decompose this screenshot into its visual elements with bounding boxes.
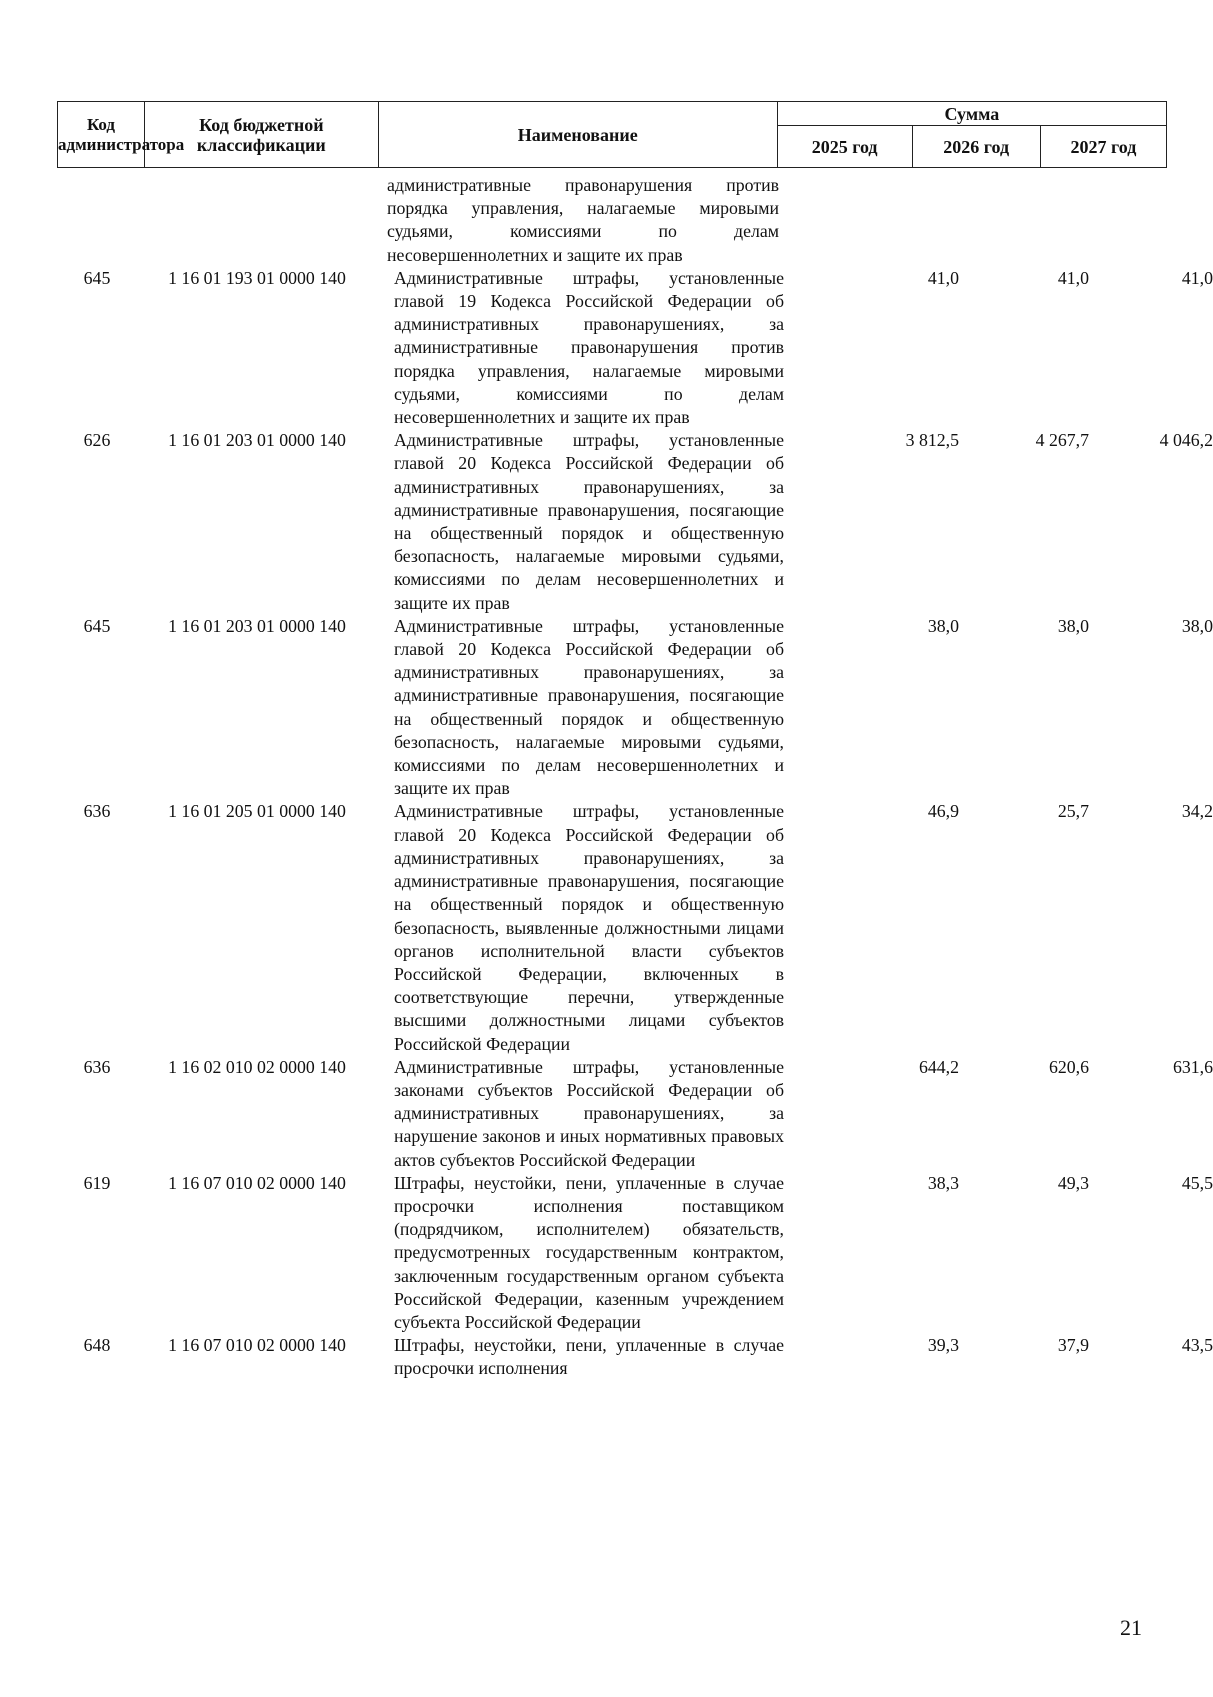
sum-2027: 34,2 bbox=[1181, 801, 1213, 822]
row-name: Штрафы, неустойки, пени, уплаченные в случае просрочки исполнения bbox=[394, 1335, 784, 1379]
sum-2027: 631,6 bbox=[1172, 1056, 1213, 1077]
table-row bbox=[57, 800, 1213, 1055]
sum-2027: 38,0 bbox=[1181, 615, 1213, 636]
admin-code: 645 bbox=[83, 267, 111, 288]
row-name: Административные штрафы, установленные главой 20 Кодекса Российской Федерации об административных правонарушениях, за административные правонарушения, посягающие на общественный порядок и общественную безопасность, налагаемые мировыми судьями, комиссиями по делам несовершеннолетних и защите их прав bbox=[394, 430, 784, 613]
table-row bbox=[57, 267, 1213, 429]
header-sum: Сумма bbox=[777, 102, 1166, 126]
row-name: Административные штрафы, установленные главой 19 Кодекса Российской Федерации об административных правонарушениях, за административные правонарушения против порядка управления, налагаемые мировыми судьями, комиссиями по делам несовершеннолетних и защите их прав bbox=[394, 267, 784, 428]
sum-2027: 45,5 bbox=[1181, 1172, 1213, 1193]
sum-2026: 38,0 bbox=[1057, 615, 1089, 636]
header-year-2027: 2027 год bbox=[1040, 126, 1166, 168]
sum-2025: 46,9 bbox=[927, 801, 959, 822]
admin-code: 645 bbox=[83, 615, 111, 636]
table-row bbox=[57, 615, 1213, 801]
sum-2027: 43,5 bbox=[1181, 1335, 1213, 1356]
sum-2026: 49,3 bbox=[1057, 1172, 1089, 1193]
sum-2025: 41,0 bbox=[927, 267, 959, 288]
header-year-2025: 2025 год bbox=[777, 126, 912, 168]
table-row bbox=[57, 1334, 1213, 1380]
sum-2027: 41,0 bbox=[1181, 267, 1213, 288]
row-name: Административные штрафы, установленные главой 20 Кодекса Российской Федерации об административных правонарушениях, за административные правонарушения, посягающие на общественный порядок и общественную безопасность, выявленные должностными лицами органов исполнительной власти субъектов Российской Федерации, включенных в соответствующие перечни, утвержденные высшими должностными лицами субъектов Российской Федерации bbox=[394, 801, 784, 1054]
sum-2026: 4 267,7 bbox=[1035, 430, 1089, 451]
kbk-code: 1 16 07 010 02 0000 140 bbox=[168, 1335, 346, 1356]
sum-2026: 620,6 bbox=[1048, 1056, 1089, 1077]
sum-2026: 41,0 bbox=[1057, 267, 1089, 288]
header-name: Наименование bbox=[378, 102, 777, 168]
table-row bbox=[57, 429, 1213, 615]
sum-2025: 644,2 bbox=[918, 1056, 959, 1077]
kbk-code: 1 16 01 205 01 0000 140 bbox=[168, 801, 346, 822]
sum-2025: 38,3 bbox=[927, 1172, 959, 1193]
kbk-code: 1 16 02 010 02 0000 140 bbox=[168, 1056, 346, 1077]
page-number: 21 bbox=[1120, 1615, 1142, 1640]
admin-code: 626 bbox=[83, 430, 111, 451]
row-name: Штрафы, неустойки, пени, уплаченные в случае просрочки исполнения поставщиком (подрядчиком, исполнителем) обязательств, предусмотренных государственным контрактом, заключенным государственным органом субъекта Российской Федерации, казенным учреждением субъекта Российской Федерации bbox=[394, 1172, 784, 1332]
table-row bbox=[57, 1172, 1213, 1334]
admin-code: 648 bbox=[83, 1335, 111, 1356]
table-header bbox=[57, 101, 1167, 168]
header-admin-code: Код администратора bbox=[58, 102, 145, 168]
sum-2025: 3 812,5 bbox=[905, 430, 959, 451]
sum-2025: 39,3 bbox=[927, 1335, 959, 1356]
sum-2025: 38,0 bbox=[927, 615, 959, 636]
header-kbk: Код бюджетной классификации bbox=[144, 102, 378, 168]
kbk-code: 1 16 01 203 01 0000 140 bbox=[168, 430, 346, 451]
sum-2026: 37,9 bbox=[1057, 1335, 1089, 1356]
row-name: Административные штрафы, установленные законами субъектов Российской Федерации об административных правонарушениях, за нарушение законов и иных нормативных правовых актов субъектов Российской Федерации bbox=[394, 1056, 784, 1170]
admin-code: 619 bbox=[83, 1172, 111, 1193]
kbk-code: 1 16 07 010 02 0000 140 bbox=[168, 1172, 346, 1193]
admin-code: 636 bbox=[83, 1056, 111, 1077]
kbk-code: 1 16 01 203 01 0000 140 bbox=[168, 615, 346, 636]
table-body bbox=[57, 174, 1213, 1381]
table-row bbox=[57, 1056, 1213, 1172]
kbk-code: 1 16 01 193 01 0000 140 bbox=[168, 267, 346, 288]
sum-2027: 4 046,2 bbox=[1159, 430, 1213, 451]
row-name: Административные штрафы, установленные главой 20 Кодекса Российской Федерации об административных правонарушениях, за административные правонарушения, посягающие на общественный порядок и общественную безопасность, налагаемые мировыми судьями, комиссиями по делам несовершеннолетних и защите их прав bbox=[394, 615, 784, 799]
sum-2026: 25,7 bbox=[1057, 801, 1089, 822]
admin-code: 636 bbox=[83, 801, 111, 822]
header-year-2026: 2026 год bbox=[912, 126, 1040, 168]
continuation-text: административные правонарушения против порядка управления, налагаемые мировыми судьями, комиссиями по делам несовершеннолетних и защите их прав bbox=[387, 175, 779, 265]
